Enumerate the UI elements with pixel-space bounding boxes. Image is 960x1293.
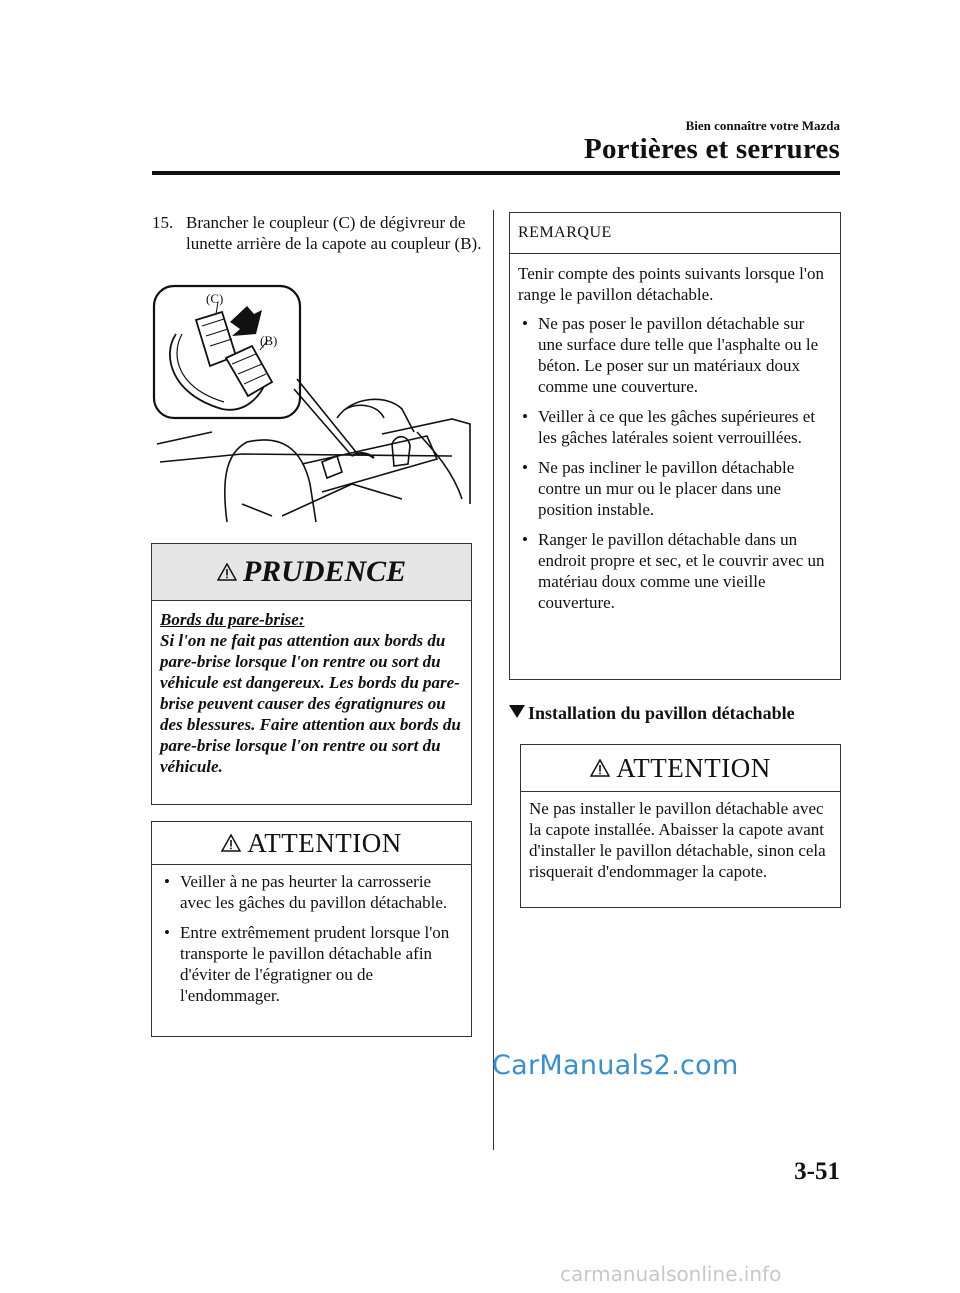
list-item bbox=[518, 313, 832, 397]
list-item-text: Ne pas poser le pavillon détachable sur une surface dure telle que l'asphalte ou le béton. Le poser sur un matériaux doux comme une couverture. bbox=[538, 314, 819, 396]
attention-header-2 bbox=[521, 745, 840, 792]
step-15 bbox=[152, 212, 482, 254]
attention-title-2: ATTENTION bbox=[616, 752, 771, 783]
section-title: Portières et serrures bbox=[584, 133, 840, 165]
label-b: (B) bbox=[260, 333, 278, 348]
prudence-text: Si l'on ne fait pas attention aux bords du pare-brise lorsque l'on rentre ou sort du véhicule est dangereux. Les bords du pare-brise peuvent causer des égratignures ou des blessures. Faire attention aux bords du pare-brise lorsque l'on rentre ou sort du véhicule. bbox=[160, 631, 461, 776]
list-item bbox=[160, 922, 463, 1006]
attention-body-1 bbox=[152, 865, 471, 1021]
header-rule bbox=[152, 171, 840, 175]
subsection-heading bbox=[509, 703, 795, 724]
attention-title-1: ATTENTION bbox=[247, 827, 402, 858]
prudence-body bbox=[152, 601, 471, 785]
step-text: Brancher le coupleur (C) de dégivreur de lunette arrière de la capote au coupleur (B). bbox=[186, 213, 482, 253]
column-divider bbox=[493, 210, 494, 1150]
list-item-text: Ranger le pavillon détachable dans un endroit propre et sec, et le couvrir avec un matériau doux comme une vieille couverture. bbox=[538, 530, 825, 612]
warning-triangle-icon bbox=[217, 563, 237, 581]
remarque-intro: Tenir compte des points suivants lorsque l'on range le pavillon détachable. bbox=[518, 264, 824, 304]
coupler-illustration bbox=[152, 284, 472, 526]
warning-triangle-icon bbox=[590, 759, 610, 777]
list-item-text: Veiller à ce que les gâches supérieures et les gâches latérales soient verrouillées. bbox=[538, 407, 816, 447]
triangle-down-icon bbox=[509, 705, 525, 718]
attention-box-2 bbox=[520, 744, 841, 908]
chapter-title: Bien connaître votre Mazda bbox=[685, 118, 840, 133]
bullet: • bbox=[522, 407, 528, 426]
subsection-title: Installation du pavillon détachable bbox=[528, 703, 795, 723]
bullet: • bbox=[164, 872, 170, 891]
warning-triangle-icon bbox=[221, 834, 241, 852]
remarque-box bbox=[509, 212, 841, 680]
list-item-text: Veiller à ne pas heurter la carrosserie avec les gâches du pavillon détachable. bbox=[180, 872, 448, 912]
bullet: • bbox=[522, 458, 528, 477]
remarque-title: REMARQUE bbox=[510, 213, 840, 254]
list-item-text: Entre extrêmement prudent lorsque l'on transporte le pavillon détachable afin d'éviter de l'égratigner ou de l'endommager. bbox=[180, 923, 450, 1005]
prudence-header bbox=[152, 544, 471, 601]
attention-box-1 bbox=[151, 821, 472, 1037]
watermark-logo: CarManuals2.com bbox=[492, 1050, 739, 1081]
remarque-body bbox=[510, 254, 840, 631]
attention-header-1 bbox=[152, 822, 471, 865]
bullet: • bbox=[522, 314, 528, 333]
list-item-text: Ne pas incliner le pavillon détachable contre un mur ou le placer dans une position instable. bbox=[538, 458, 795, 519]
page-number: 3-51 bbox=[794, 1158, 840, 1185]
list-item bbox=[518, 406, 832, 448]
bullet: • bbox=[164, 923, 170, 942]
prudence-title: PRUDENCE bbox=[242, 555, 407, 588]
list-item bbox=[518, 457, 832, 520]
prudence-subtitle: Bords du pare-brise: bbox=[160, 610, 305, 629]
list-item bbox=[160, 871, 463, 913]
footer-site: carmanualsonline.info bbox=[560, 1262, 782, 1286]
label-c: (C) bbox=[206, 291, 224, 306]
prudence-box bbox=[151, 543, 472, 805]
step-number: 15. bbox=[152, 213, 174, 232]
bullet: • bbox=[522, 530, 528, 549]
list-item bbox=[518, 529, 832, 613]
coupler-callout bbox=[154, 286, 356, 456]
attention-body-2: Ne pas installer le pavillon détachable avec la capote installée. Abaisser la capote avant d'installer le pavillon détachable, sinon cela risquerait d'endommager la capote. bbox=[529, 799, 826, 881]
